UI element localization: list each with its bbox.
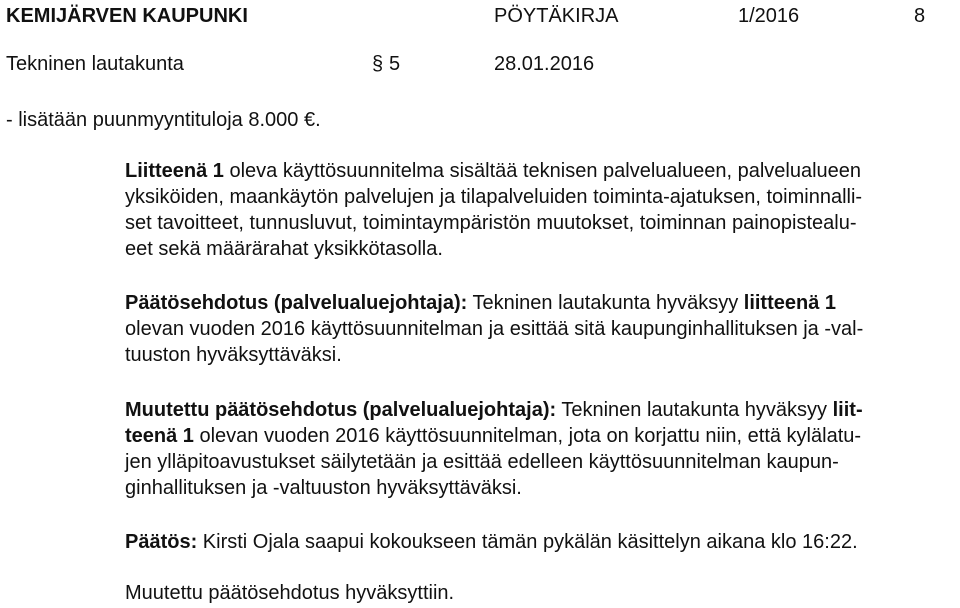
attachment-ref-bold: liit- [832, 399, 863, 421]
para5-line1: Muutettu päätösehdotus hyväksyttiin. [125, 582, 455, 604]
para3-line1: Muutettu päätösehdotus (palvelualuejohtaja): Tekninen lautakunta hyväksyy liit- [125, 399, 863, 421]
attachment-ref-bold: Liitteenä 1 [125, 160, 224, 182]
para2-line3: tuuston hyväksyttäväksi. [125, 344, 342, 366]
para2-line1: Päätösehdotus (palvelualuejohtaja): Tekninen lautakunta hyväksyy liitteenä 1 [125, 292, 837, 314]
page-number: 8 [914, 5, 926, 27]
para3-line3: jen ylläpitoavustukset säilytetään ja esittää edelleen käyttösuunnitelman kaupun- [125, 451, 839, 473]
para1-line3: set tavoitteet, tunnusluvut, toimintaympäristön muutokset, toiminnan painopistealu- [125, 212, 857, 234]
para4-line1: Päätös: Kirsti Ojala saapui kokoukseen tämän pykälän käsittelyn aikana klo 16:22. [125, 531, 858, 553]
para3-line4: ginhallituksen ja -valtuuston hyväksyttäväksi. [125, 477, 522, 499]
proposal-label-bold: Päätösehdotus (palvelualuejohtaja): [125, 292, 468, 314]
attachment-ref-bold: liitteenä 1 [743, 292, 837, 314]
section-symbol: § [372, 53, 384, 75]
para1-line2: yksiköiden, maankäytön palvelujen ja tilapalveluiden toiminta-ajatuksen, toiminnalli- [125, 186, 863, 208]
amended-proposal-label-bold: Muutettu päätösehdotus (palvelualuejohtaja): [125, 399, 557, 421]
decision-label-bold: Päätös: [125, 531, 198, 553]
document-number: 1/2016 [738, 5, 800, 27]
paragraph-decision-proposal [125, 290, 863, 368]
para1-line1: Liitteenä 1 oleva käyttösuunnitelma sisältää teknisen palvelualueen, palvelualueen [125, 160, 862, 182]
bullet-line: - lisätään puunmyyntituloja 8.000 €. [6, 109, 321, 131]
paragraph-decision [125, 529, 858, 555]
municipality-name: KEMIJÄRVEN KAUPUNKI [6, 5, 248, 27]
paragraph-final-decision [125, 580, 454, 606]
paragraph-attachment-description [125, 158, 862, 262]
meeting-date: 28.01.2016 [494, 53, 595, 75]
para3-line2: teenä 1 olevan vuoden 2016 käyttösuunnitelman, jota on korjattu niin, että kylälatu- [125, 425, 862, 447]
section-number: 5 [389, 53, 401, 75]
attachment-ref-bold: teenä 1 [125, 425, 194, 447]
para1-line4: eet sekä määrärahat yksikkötasolla. [125, 238, 443, 260]
paragraph-amended-proposal [125, 397, 863, 501]
document-type: PÖYTÄKIRJA [494, 5, 619, 27]
para2-line2: olevan vuoden 2016 käyttösuunnitelman ja esittää sitä kaupunginhallituksen ja -val- [125, 318, 864, 340]
committee-name: Tekninen lautakunta [6, 53, 184, 75]
